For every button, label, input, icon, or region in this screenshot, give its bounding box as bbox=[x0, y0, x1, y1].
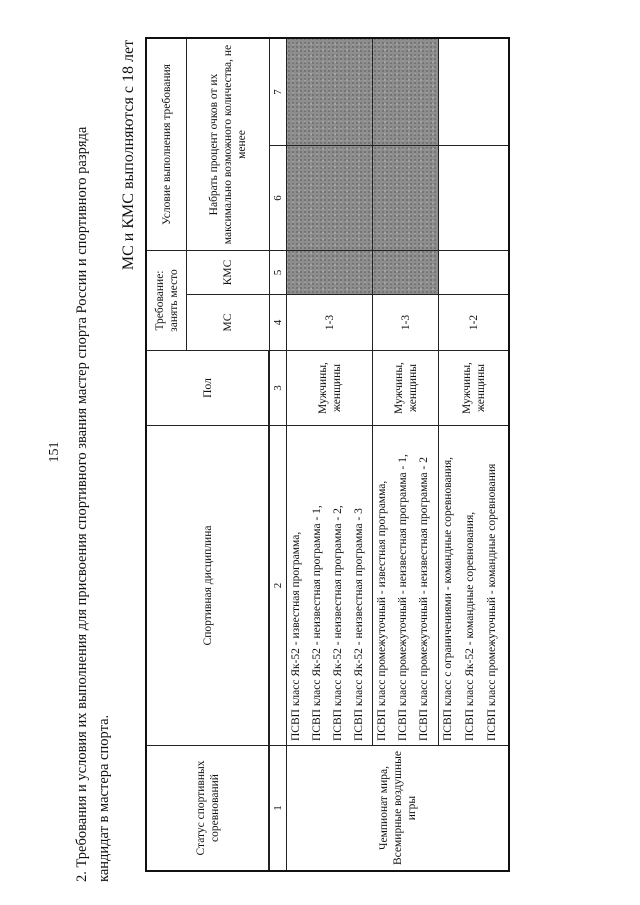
header-ms: МС bbox=[187, 294, 269, 350]
requirements-table bbox=[145, 37, 510, 872]
discipline-group-1 bbox=[287, 425, 373, 745]
page-number: 151 bbox=[47, 441, 62, 463]
percent-shaded-cell bbox=[373, 145, 439, 250]
discipline-item: ПСВП класс Як-52 - неизвестная программа - 1, bbox=[311, 505, 323, 741]
status-cell: Чемпионат мира, Всемирные воздушные игры bbox=[287, 745, 508, 870]
header-kms: КМС bbox=[187, 250, 269, 294]
discipline-group-2 bbox=[373, 425, 439, 745]
percent-empty-cell bbox=[439, 39, 508, 145]
header-sex: Пол bbox=[147, 350, 269, 425]
discipline-item: ПСВП класс промежуточный - командные соревнования bbox=[486, 463, 498, 741]
header-discipline: Спортивная дисциплина bbox=[147, 425, 269, 745]
discipline-item: ПСВП класс Як-52 - неизвестная программа - 3 bbox=[353, 508, 365, 741]
discipline-item: ПСВП класс промежуточный - неизвестная программа - 2 bbox=[418, 457, 430, 741]
column-number: 1 bbox=[269, 745, 287, 870]
column-number: 6 bbox=[269, 145, 287, 250]
sex-cell: Мужчины, женщины bbox=[439, 350, 508, 425]
age-note: МС и КМС выполняются с 18 лет bbox=[120, 39, 137, 271]
percent-empty-cell bbox=[439, 145, 508, 250]
document-heading bbox=[71, 22, 115, 882]
sex-cell: Мужчины, женщины bbox=[373, 350, 439, 425]
kms-empty-cell bbox=[439, 250, 508, 294]
percent-shaded-cell bbox=[287, 39, 373, 145]
kms-shaded-cell bbox=[287, 250, 373, 294]
percent-shaded-cell bbox=[287, 145, 373, 250]
discipline-item: ПСВП класс Як-52 - известная программа, bbox=[290, 531, 302, 741]
header-place-requirement: Требование: занять место bbox=[147, 250, 187, 350]
heading-line-1: 2. Требования и условия их выполнения для присвоения спортивного звания мастер спорта России и спортивного разряда bbox=[74, 126, 90, 882]
header-condition: Условие выполнения требования bbox=[147, 39, 187, 250]
heading-line-2: кандидат в мастера спорта. bbox=[96, 714, 112, 882]
discipline-group-3 bbox=[439, 425, 508, 745]
header-percent: Набрать процент очков от их максимально возможного количества, не менее bbox=[208, 44, 248, 245]
column-number: 4 bbox=[269, 294, 287, 350]
ms-place-cell: 1-3 bbox=[287, 294, 373, 350]
percent-shaded-cell bbox=[373, 39, 439, 145]
ms-place-cell: 1-3 bbox=[373, 294, 439, 350]
column-number: 3 bbox=[269, 350, 287, 425]
discipline-item: ПСВП класс промежуточный - неизвестная программа - 1, bbox=[397, 454, 409, 741]
sex-cell: Мужчины, женщины bbox=[287, 350, 373, 425]
discipline-item: ПСВП класс Як-52 - неизвестная программа - 2, bbox=[332, 505, 344, 741]
column-number: 5 bbox=[269, 250, 287, 294]
kms-shaded-cell bbox=[373, 250, 439, 294]
column-number: 2 bbox=[269, 425, 287, 745]
ms-place-cell: 1-2 bbox=[439, 294, 508, 350]
header-status: Статус спортивных соревнований bbox=[147, 745, 269, 870]
discipline-item: ПСВП класс Як-52 - командные соревнования, bbox=[464, 511, 476, 741]
column-number: 7 bbox=[269, 39, 287, 145]
discipline-item: ПСВП класс промежуточный - известная программа, bbox=[376, 480, 388, 741]
discipline-item: ПСВП класс с ограничениями - командные соревнования, bbox=[442, 456, 454, 741]
